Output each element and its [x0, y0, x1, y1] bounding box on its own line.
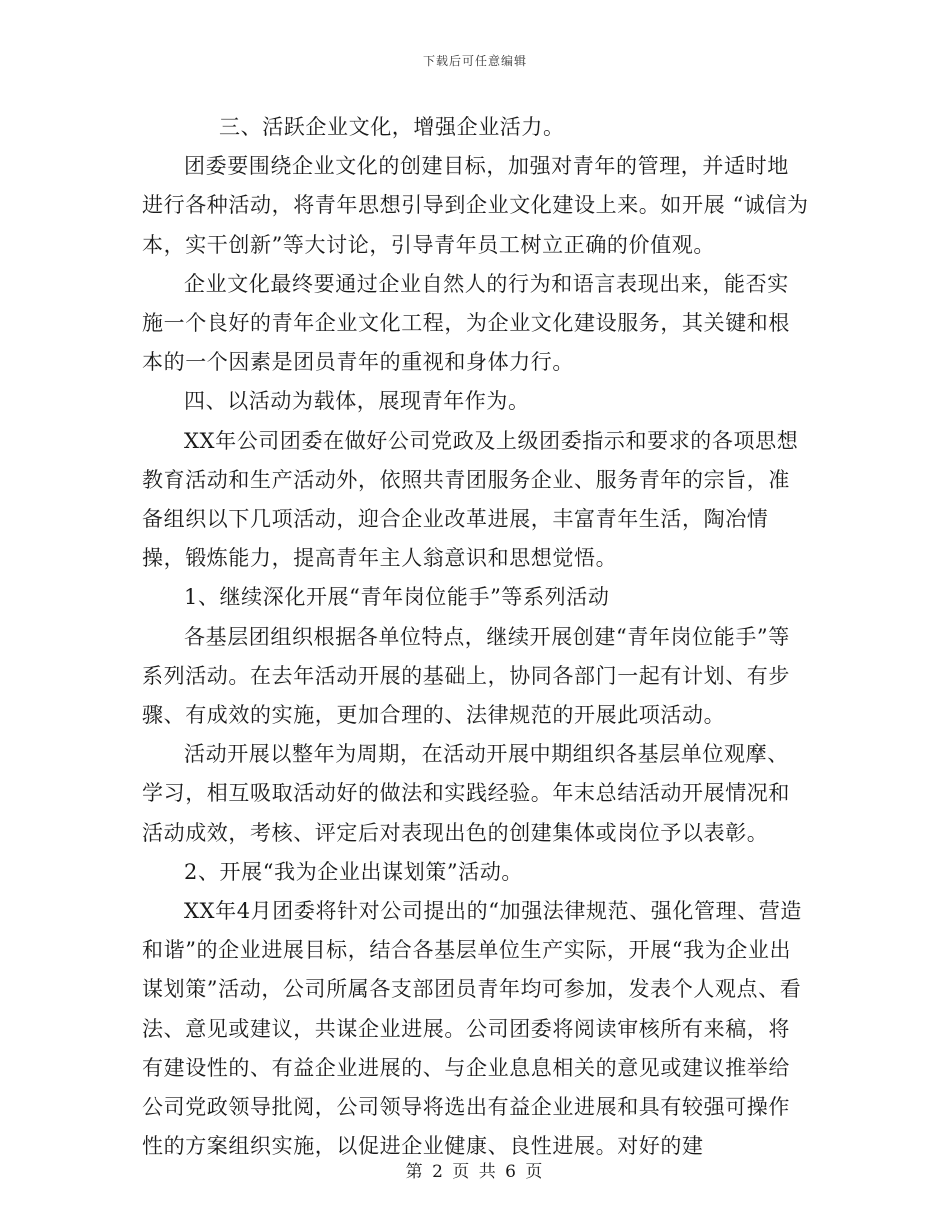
- document-body: [142, 108, 810, 1166]
- header-note: 下载后可任意编辑: [422, 54, 527, 68]
- paragraph: XX年4月团委将针对公司提出的“加强法律规范、强化管理、营造和谐”的企业进展目标，结合各基层单位生产实际，开展“我为企业出谋划策”活动，公司所属各支部团员青年均可参加，发表个人观点、看法、意见或建议，共谋企业进展。公司团委将阅读审核所有来稿，将有建设性的、有益企业进展的、与企业息息相关的意见或建议推举给公司党政领导批阅，公司领导将选出有益企业进展和具有较强可操作性的方案组织实施，以促进企业健康、良性进展。对好的建: [142, 899, 802, 1159]
- paragraph: 团委要围绕企业文化的创建目标，加强对青年的管理，并适时地进行各种活动，将青年思想引导到企业文化建设上来。如开展 “诚信为本，实干创新”等大讨论，引导青年员工树立正确的价值观。: [142, 154, 809, 257]
- paragraph: 各基层团组织根据各单位特点，继续开展创建“青年岗位能手”等系列活动。在去年活动开展的基础上，协同各部门一起有计划、有步骤、有成效的实施，更加合理的、法律规范的开展此项活动。: [142, 624, 790, 728]
- paragraph: 活动开展以整年为周期，在活动开展中期组织各基层单位观摩、学习，相互吸取活动好的做法和实践经验。年末总结活动开展情况和活动成效，考核、评定后对表现出色的创建集体或岗位予以表彰。: [142, 742, 790, 845]
- item-2-title: 2、开展“我为企业出谋划策”活动。: [184, 859, 524, 884]
- paragraph: 企业文化最终要通过企业自然人的行为和语言表现出来，能否实施一个良好的青年企业文化工程，为企业文化建设服务，其关键和根本的一个因素是团员青年的重视和身体力行。: [142, 271, 790, 375]
- item-1-title: 1、继续深化开展“青年岗位能手”等系列活动: [184, 585, 610, 610]
- section-3-title: 三、活跃企业文化，增强企业活力。: [219, 115, 565, 139]
- section-4-title: 四、以活动为载体，展现青年作为。: [184, 389, 530, 414]
- paragraph: XX年公司团委在做好公司党政及上级团委指示和要求的各项思想教育活动和生产活动外，依照共青团服务企业、服务青年的宗旨，准备组织以下几项活动，迎合企业改革进展，丰富青年生活，陶冶情操，锻炼能力，提高青年主人翁意识和思想觉悟。: [142, 428, 799, 571]
- page-number: 第 2 页 共 6 页: [405, 1162, 545, 1182]
